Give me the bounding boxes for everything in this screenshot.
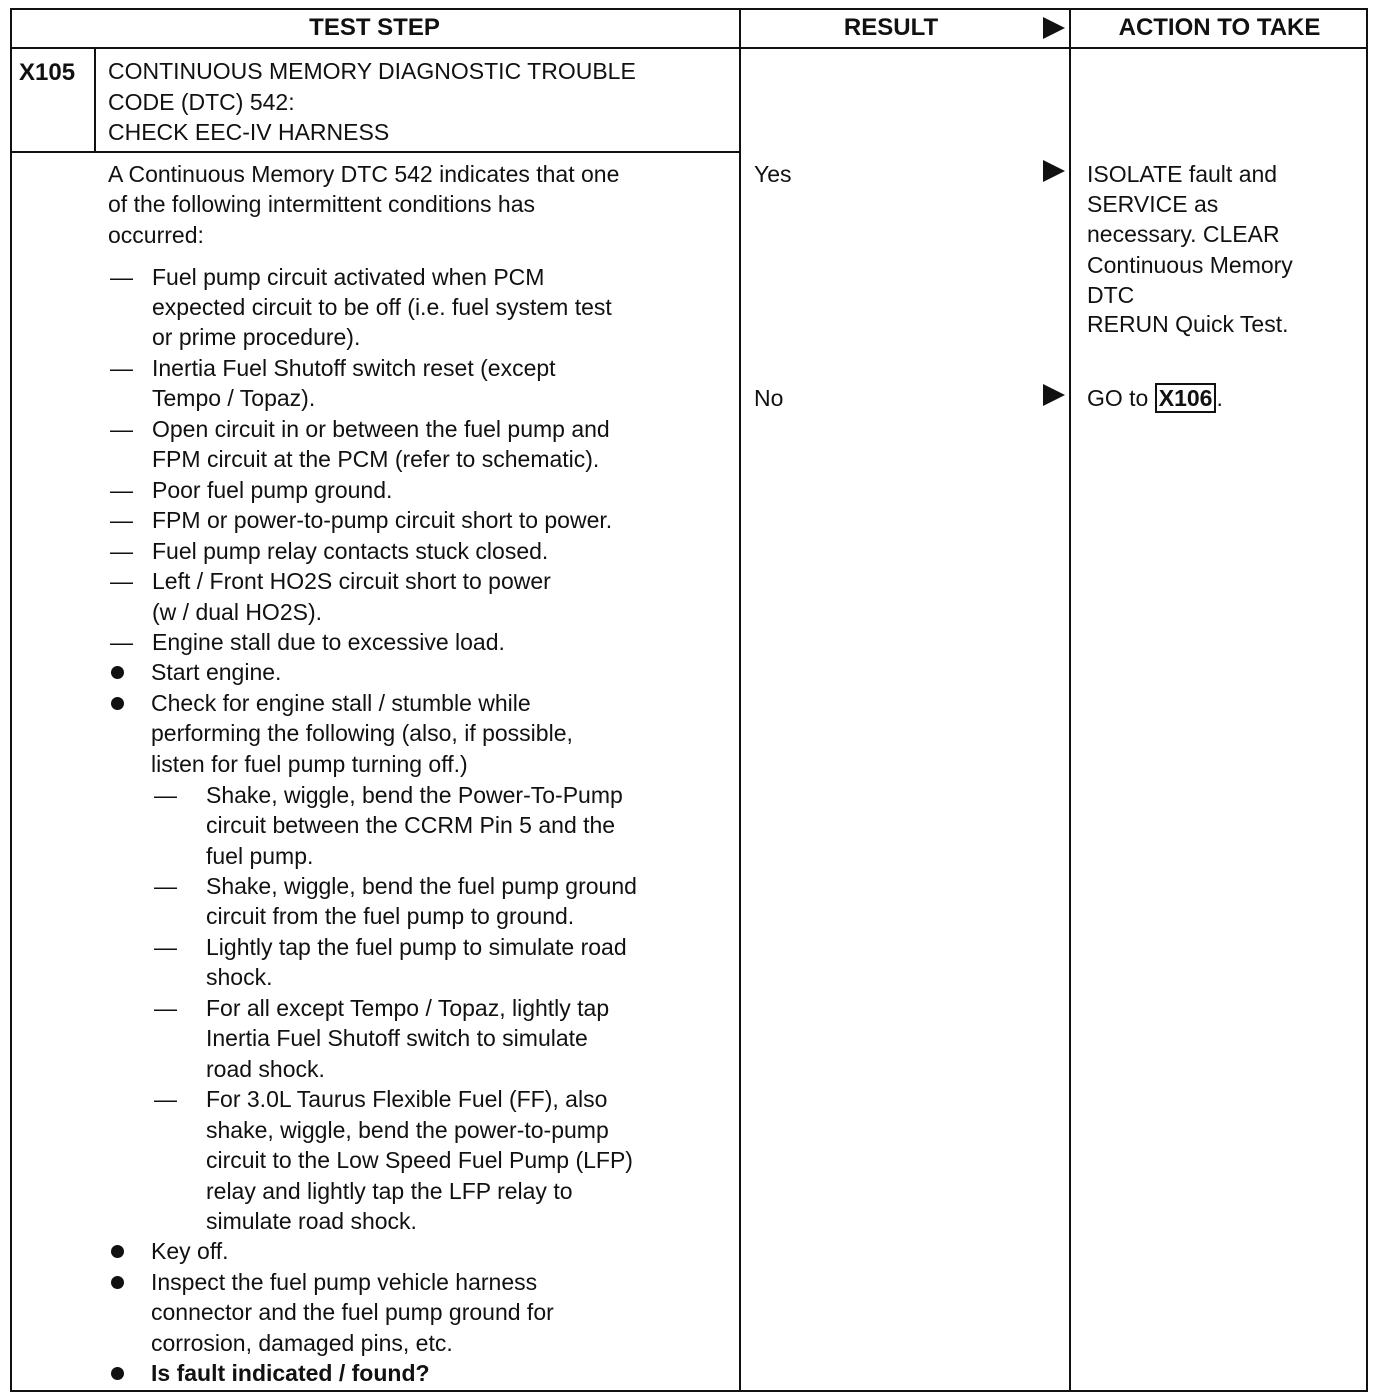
header-result: RESULT [843, 14, 939, 41]
step-check-line: Check for engine stall / stumble while [151, 690, 531, 716]
sub-action-line: fuel pump. [206, 843, 314, 869]
condition-line: Tempo / Topaz). [152, 385, 316, 411]
sub-action-line: Inertia Fuel Shutoff switch to simulate [206, 1025, 588, 1051]
intro-line: occurred: [108, 222, 204, 248]
action-no [1087, 383, 1223, 414]
sub-action-line: circuit from the fuel pump to ground. [206, 903, 575, 929]
result-no-arrow-icon [1043, 384, 1065, 406]
dash-bullet: — [154, 934, 177, 960]
bullet-dot [111, 666, 124, 679]
condition-line: FPM circuit at the PCM (refer to schematic). [152, 446, 600, 472]
dash-bullet: — [110, 264, 133, 290]
sub-action-line: For 3.0L Taurus Flexible Fuel (FF), also [206, 1086, 608, 1112]
step-code: X105 [19, 59, 76, 86]
result-no: No [754, 385, 784, 411]
step-title-divider [10, 151, 740, 153]
sub-action-line: simulate road shock. [206, 1208, 417, 1234]
action-yes-line: necessary. CLEAR [1087, 221, 1280, 247]
bullet-dot [111, 697, 124, 710]
action-yes-line: ISOLATE fault and [1087, 161, 1278, 187]
header-action-to-take: ACTION TO TAKE [1118, 14, 1321, 41]
goto-x106-reference[interactable]: X106 [1155, 383, 1217, 413]
step-title-line: CODE (DTC) 542: [108, 89, 295, 115]
step-inspect-line: Inspect the fuel pump vehicle harness [151, 1269, 538, 1295]
dash-bullet: — [154, 1086, 177, 1112]
step-start-engine: Start engine. [151, 659, 282, 685]
header-test-step: TEST STEP [309, 14, 440, 41]
bullet-dot [111, 1276, 124, 1289]
sub-action-line: circuit between the CCRM Pin 5 and the [206, 812, 616, 838]
condition-line: Inertia Fuel Shutoff switch reset (except [152, 355, 556, 381]
step-title-line: CONTINUOUS MEMORY DIAGNOSTIC TROUBLE [108, 58, 636, 84]
sub-action-line: shock. [206, 964, 273, 990]
sub-action-line: relay and lightly tap the LFP relay to [206, 1178, 573, 1204]
sub-action-line: circuit to the Low Speed Fuel Pump (LFP) [206, 1147, 633, 1173]
action-yes-line: DTC [1087, 282, 1135, 308]
condition-line: Engine stall due to excessive load. [152, 629, 505, 655]
sub-action-line: Lightly tap the fuel pump to simulate road [206, 934, 627, 960]
step-key-off: Key off. [151, 1238, 229, 1264]
condition-line: Open circuit in or between the fuel pump and [152, 416, 610, 442]
condition-line: Poor fuel pump ground. [152, 477, 393, 503]
dash-bullet: — [110, 629, 133, 655]
dash-bullet: — [110, 507, 133, 533]
dash-bullet: — [154, 873, 177, 899]
condition-line: FPM or power-to-pump circuit short to power. [152, 507, 613, 533]
sub-action-line: road shock. [206, 1056, 325, 1082]
step-check-line: listen for fuel pump turning off.) [151, 751, 468, 777]
condition-line: expected circuit to be off (i.e. fuel system test [152, 294, 612, 320]
bullet-dot [111, 1367, 124, 1380]
question: Is fault indicated / found? [151, 1360, 430, 1386]
bullet-dot [111, 1245, 124, 1258]
dash-bullet: — [110, 416, 133, 442]
dash-bullet: — [110, 477, 133, 503]
result-yes: Yes [754, 161, 792, 187]
intro-line: of the following intermittent conditions has [108, 191, 536, 217]
step-inspect-line: connector and the fuel pump ground for [151, 1299, 554, 1325]
dash-bullet: — [154, 995, 177, 1021]
condition-line: Fuel pump circuit activated when PCM [152, 264, 545, 290]
action-yes-line: RERUN Quick Test. [1087, 311, 1289, 337]
action-yes-line: SERVICE as [1087, 191, 1219, 217]
intro-line: A Continuous Memory DTC 542 indicates that one [108, 161, 620, 187]
dash-bullet: — [110, 538, 133, 564]
sub-action-line: shake, wiggle, bend the power-to-pump [206, 1117, 609, 1143]
header-arrow-icon [1043, 17, 1065, 39]
column-divider-action [1069, 8, 1071, 1392]
condition-line: Left / Front HO2S circuit short to power [152, 568, 551, 594]
step-code-divider [94, 48, 96, 152]
dash-bullet: — [110, 355, 133, 381]
step-inspect-line: corrosion, damaged pins, etc. [151, 1330, 453, 1356]
action-no-suffix: . [1216, 385, 1223, 411]
condition-line: or prime procedure). [152, 324, 361, 350]
step-title-line: CHECK EEC-IV HARNESS [108, 119, 390, 145]
dash-bullet: — [154, 782, 177, 808]
sub-action-line: For all except Tempo / Topaz, lightly tap [206, 995, 610, 1021]
dash-bullet: — [110, 568, 133, 594]
result-yes-arrow-icon [1043, 160, 1065, 182]
action-yes-line: Continuous Memory [1087, 252, 1293, 278]
condition-line: Fuel pump relay contacts stuck closed. [152, 538, 549, 564]
column-divider-result [739, 8, 741, 1392]
sub-action-line: Shake, wiggle, bend the fuel pump ground [206, 873, 637, 899]
step-check-line: performing the following (also, if possible, [151, 720, 573, 746]
action-no-prefix: GO to [1087, 385, 1149, 411]
sub-action-line: Shake, wiggle, bend the Power-To-Pump [206, 782, 623, 808]
condition-line: (w / dual HO2S). [152, 599, 322, 625]
